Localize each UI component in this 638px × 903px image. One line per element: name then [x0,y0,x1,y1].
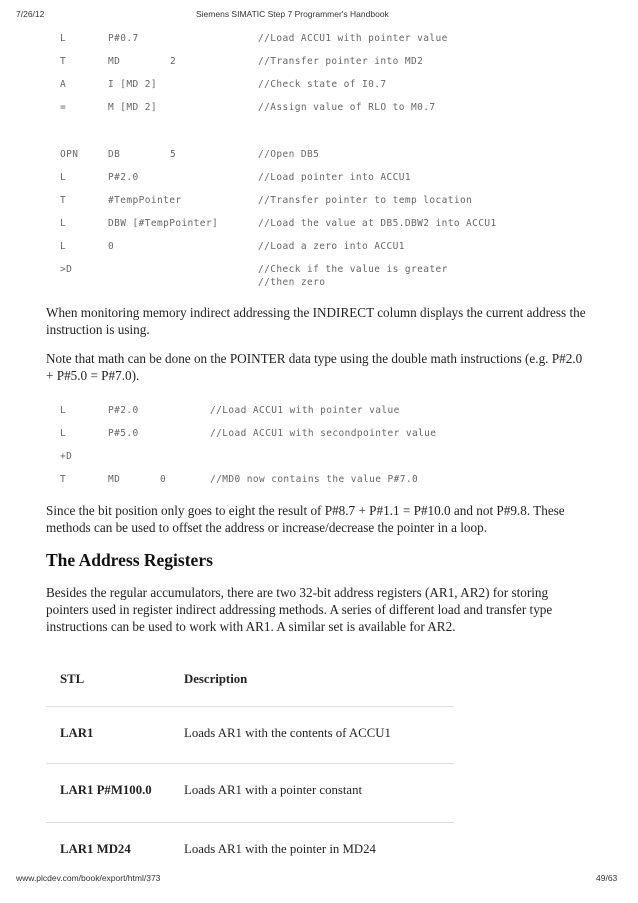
paragraph-address-registers: Besides the regular accumulators, there are two 32-bit address registers (AR1, AR2) for storing pointers used in register indirect addressing methods. A series of different load and transfer type instructions can be used to work with AR1. A similar set is available for AR2. [46,585,553,634]
table-divider [46,706,454,707]
code-arg: P#2.0 [108,405,139,416]
code-op: T [60,56,67,67]
code-arg: #TempPointer [108,195,182,206]
code-op: L [60,33,67,44]
footer-page-number: 49/63 [596,873,618,883]
table-row [46,842,454,858]
code-line [0,264,638,277]
code-op: L [60,405,67,416]
code-line [0,428,638,441]
paragraph-pointer-math: Note that math can be done on the POINTER data type using the double math instructions (e.g. P#2.0 + P#5.0 = P#7.0). [46,351,583,383]
code-op: OPN [60,149,79,160]
paragraph-indirect-column: When monitoring memory indirect addressing the INDIRECT column displays the current address the instruction is using. [46,305,586,337]
code-comment: //MD0 now contains the value P#7.0 [210,474,419,485]
table-cell-description: Loads AR1 with a pointer constant [184,783,363,797]
table-cell-stl: LAR1 [60,726,94,740]
table-row [46,783,454,799]
table-cell-stl: LAR1 P#M100.0 [60,783,152,797]
code-line [0,405,638,418]
code-line [0,277,638,290]
code-line [0,195,638,208]
code-line [0,451,638,464]
code-line [0,241,638,254]
code-arg: P#2.0 [108,172,139,183]
code-op: L [60,428,67,439]
code-comment: //Load pointer into ACCU1 [258,172,411,183]
code-op: L [60,241,67,252]
table-row [46,726,454,742]
code-comment: //Load ACCU1 with pointer value [210,405,400,416]
code-comment: //Assign value of RLO to M0.7 [258,102,436,113]
code-arg: DB [108,149,121,160]
code-arg: P#5.0 [108,428,139,439]
table-divider [46,822,454,823]
code-line [0,102,638,115]
code-comment: //Load ACCU1 with pointer value [258,33,448,44]
section-heading: The Address Registers [46,550,213,570]
code-line [0,172,638,185]
table-cell-description: Loads AR1 with the contents of ACCU1 [184,726,391,740]
table-cell-stl: LAR1 MD24 [60,842,131,856]
code-arg: MD [108,474,121,485]
code-line [0,149,638,162]
code-line [0,218,638,231]
table-header-stl: STL [60,672,85,686]
code-arg: I [MD 2] [108,79,157,90]
code-comment: //Transfer pointer into MD2 [258,56,424,67]
table-cell-description: Loads AR1 with the pointer in MD24 [184,842,376,856]
code-line [0,56,638,69]
code-line [0,474,638,487]
paragraph-bit-position: Since the bit position only goes to eight the result of P#8.7 + P#1.1 = P#10.0 and not P#9.8. These methods can be used to offset the address or increase/decrease the pointer in a loop. [46,503,565,535]
code-op: +D [60,451,73,462]
code-line [0,79,638,92]
code-comment: //Load a zero into ACCU1 [258,241,405,252]
code-op: T [60,474,67,485]
code-num: 2 [170,56,177,67]
code-comment: //Open DB5 [258,149,320,160]
code-op: = [60,102,67,113]
code-arg: 0 [108,241,115,252]
code-num: 5 [170,149,177,160]
code-op: T [60,195,67,206]
code-comment: //Load the value at DB5.DBW2 into ACCU1 [258,218,497,229]
code-arg: MD [108,56,121,67]
code-comment: //then zero [258,277,326,288]
code-comment: //Check state of I0.7 [258,79,387,90]
code-arg: DBW [#TempPointer] [108,218,219,229]
code-arg: M [MD 2] [108,102,157,113]
code-num: 0 [160,474,167,485]
code-comment: //Load ACCU1 with secondpointer value [210,428,437,439]
code-op: L [60,172,67,183]
table-header-row [46,672,454,688]
footer-url: www.plcdev.com/book/export/html/373 [16,873,161,883]
code-arg: P#0.7 [108,33,139,44]
code-op: >D [60,264,73,275]
page-header-title: Siemens SIMATIC Step 7 Programmer's Handbook [196,9,389,19]
code-op: L [60,218,67,229]
code-line [0,33,638,46]
page-header-date: 7/26/12 [16,9,45,19]
table-header-description: Description [184,672,248,686]
code-comment: //Transfer pointer to temp location [258,195,473,206]
table-divider [46,763,454,764]
code-comment: //Check if the value is greater [258,264,448,275]
code-op: A [60,79,67,90]
